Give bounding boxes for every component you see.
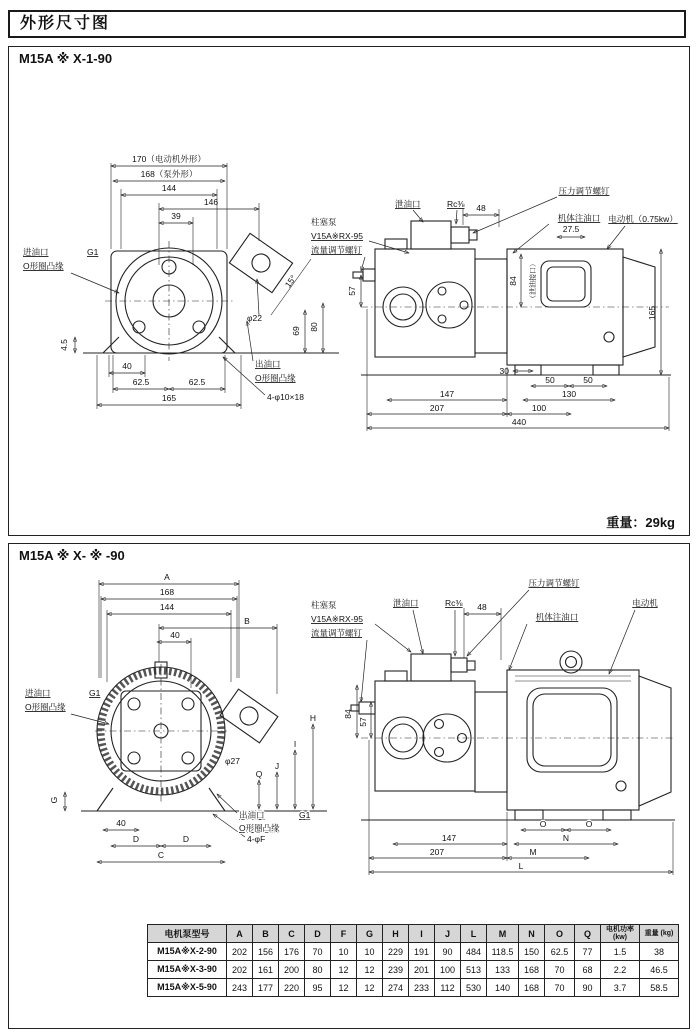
dim-69: 69 [291,326,301,336]
motor-label-2: 电动机 [632,598,658,608]
dim-angle-15: 15° [282,273,299,290]
panel1-model: M15A ※ X-1-90 [19,51,113,66]
dim-B: B [244,616,250,626]
panel-m15ax1 [8,46,690,536]
dim-84: 84 [508,276,518,286]
dim-57: 57 [347,286,357,296]
inlet-size-label: G1 [87,247,99,257]
dim-168-pump-width: 168（泵外形） [140,169,198,179]
spec-table [147,924,679,997]
oring-flange-label: O形圈凸缘 [23,261,64,271]
page-title-box [8,10,686,38]
pump-type-label: 柱塞泵 [311,217,337,227]
page-title: 外形尺寸图 [20,15,111,32]
drain-port-label-2: 泄油口 [393,598,419,608]
table-row-x2: M15A※X-2-90 202 156 176 70 10 10 229 191 90 484 118.5 150 62.5 77 1.5 38 [148,943,679,961]
dim-27-5: 27.5 [562,224,580,234]
table-row-x5: M15A※X-5-90 243 177 220 95 12 12 274 233 112 530 140 168 70 90 3.7 58.5 [148,979,679,997]
dim-440: 440 [511,417,527,427]
dim-144: 144 [161,183,177,193]
dim-Q: Q [255,769,263,779]
dim-57-2: 57 [358,717,368,727]
dim-phi27: φ27 [225,756,240,766]
dim-phi22: φ22 [247,313,262,323]
pump-side-view-1 [311,186,678,431]
dim-M: M [529,847,537,857]
table-row-x3: M15A※X-3-90 202 161 200 80 12 12 239 201 100 513 133 168 70 68 2.2 46.5 [148,961,679,979]
mount-holes-label-2: 4-φF [247,834,266,844]
dim-170-motor-width: 170（电动机外形） [132,154,206,164]
dim-84-2: 84 [343,709,353,719]
panel2-drawings [9,566,689,920]
dim-L: L [518,861,524,871]
table-header-row: 电机泵型号 A B C D F G H I J L M N O Q 电机功率 (kw) 重量 (kg) [148,925,679,943]
dim-130: 130 [561,389,577,399]
flow-screw-label-2: 流量调节螺钉 [311,628,363,638]
pressure-screw-label-2: 压力调节螺钉 [528,578,580,588]
dim-I: I [293,739,297,749]
rc38-label-2: Rc⅜ [445,598,463,608]
inlet-port-label-2: 进油口 [25,688,51,698]
flow-screw-label: 流量调节螺钉 [311,245,363,255]
dim-62-5-a: 62.5 [132,377,150,387]
oring-flange-label-4: O形圈凸缘 [239,823,280,833]
dim-165: 165 [161,393,177,403]
panel1-drawings [9,69,689,531]
dim-147: 147 [439,389,455,399]
oring-flange-label-2: O形圈凸缘 [255,373,296,383]
pump-front-view-2 [25,572,327,862]
dim-50-b: 50 [583,375,593,385]
outlet-port-label: 出油口 [255,359,281,369]
dim-40-top: 40 [170,630,180,640]
dim-N: N [562,833,570,843]
rc38-label: Rc⅜ [447,199,465,209]
dim-O-a: O [539,819,547,829]
weight-label: 重量：29kg [606,515,675,530]
pump-front-view-1 [23,154,339,409]
dim-144-2: 144 [159,602,175,612]
dim-168-2: 168 [159,587,175,597]
dim-48: 48 [476,203,486,213]
dim-G: G [49,796,59,804]
mount-holes-label: 4-φ10×18 [267,392,304,402]
dim-39: 39 [171,211,181,221]
outlet-size-label-2: G1 [299,810,311,820]
drain-port-label: 泄油口 [395,199,421,209]
dim-D-b: D [182,834,190,844]
drain-conn-label: （泄油接口） [530,260,537,302]
dim-50-a: 50 [545,375,555,385]
dim-H: H [309,713,317,723]
dim-J: J [274,761,280,771]
dim-40-bottom: 40 [116,818,126,828]
inlet-port-label: 进油口 [23,247,49,257]
dim-O-b: O [585,819,593,829]
pressure-screw-label: 压力调节螺钉 [558,186,610,196]
inlet-size-label-2: G1 [89,688,101,698]
dim-30: 30 [499,366,509,376]
col-model: 电机泵型号 [148,925,227,943]
dim-40: 40 [122,361,132,371]
dim-D-a: D [132,834,140,844]
dim-147-2: 147 [441,833,457,843]
fill-port-label-2: 机体注油口 [535,612,579,622]
dim-48-2: 48 [477,602,487,612]
motor-label-1: 电动机（0.75kw） [608,214,678,224]
dim-165-v: 165 [647,305,657,321]
dim-100: 100 [531,403,547,413]
col-motor-power: 电机功率 (kw) [601,925,640,943]
panel2-model: M15A ※ X- ※ -90 [19,548,125,563]
pump-type-label-2: 柱塞泵 [311,600,337,610]
dim-207: 207 [429,403,445,413]
outlet-port-label-2: 出油口 [239,810,265,820]
dim-C: C [157,850,165,860]
oring-flange-label-3: O形圈凸缘 [25,702,66,712]
pump-model-label-2: V15A※RX-95 [311,614,364,624]
dim-62-5-b: 62.5 [188,377,206,387]
pump-side-view-2 [311,578,675,875]
dim-80: 80 [309,322,319,332]
fill-port-label: 机体注油口 [557,213,601,223]
col-weight: 重量 (kg) [640,925,679,943]
dim-A: A [164,572,170,582]
pump-model-label: V15A※RX-95 [311,231,364,241]
panel-m15ax-series [8,543,690,1029]
dim-207-2: 207 [429,847,445,857]
dim-4-5: 4.5 [59,339,69,351]
dim-146: 146 [203,197,219,207]
